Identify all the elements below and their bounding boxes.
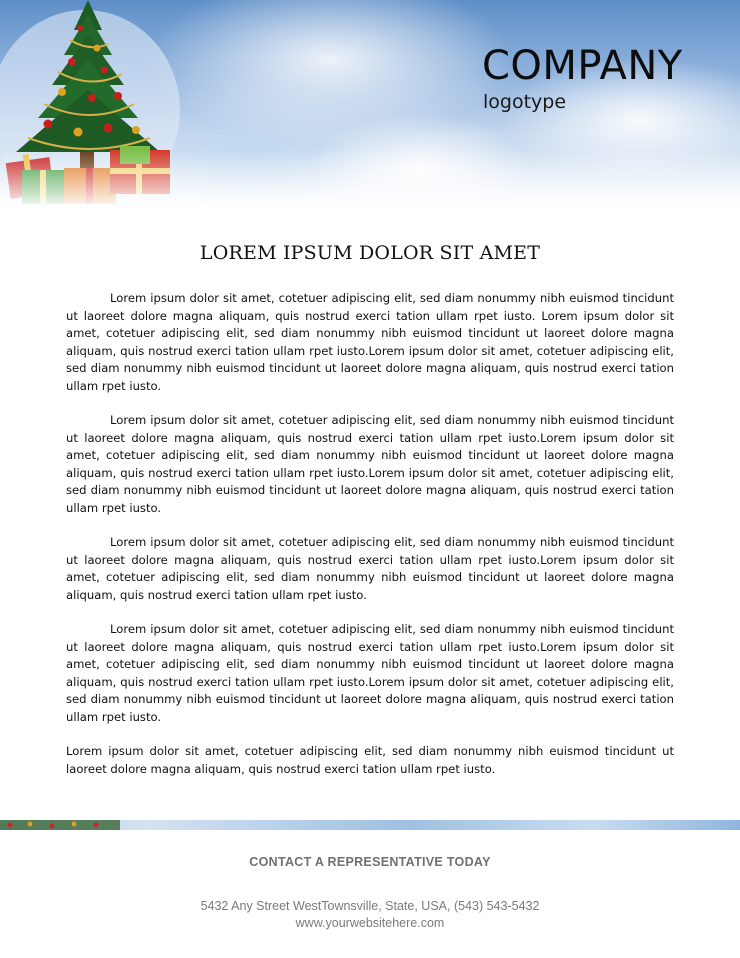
paragraph-5: Lorem ipsum dolor sit amet, cotetuer adipiscing elit, sed diam nonummy nibh euismod tincidunt ut laoreet dolore magna aliquam, quis nostrud exerci tation ullam rpet iusto. <box>66 744 674 776</box>
contact-heading: CONTACT A REPRESENTATIVE TODAY <box>249 855 491 869</box>
footer-website[interactable]: www.yourwebsitehere.com <box>295 916 445 930</box>
header-banner <box>0 0 740 210</box>
paragraph-3: Lorem ipsum dolor sit amet, cotetuer adipiscing elit, sed diam nonummy nibh euismod tincidunt ut laoreet dolore magna aliquam, quis nostrud exerci tation ullam rpet iusto.Lorem ipsum dolor sit amet, cotetuer adipiscing elit, sed diam nonummy nibh euismod tincidunt ut laoreet dolore magna aliquam, quis nostrud exerci tation ullam rpet iusto. <box>66 535 674 602</box>
footer-address-block <box>0 898 740 932</box>
paragraph-1: Lorem ipsum dolor sit amet, cotetuer adipiscing elit, sed diam nonummy nibh euismod tincidunt ut laoreet dolore magna aliquam, quis nostrud exerci tation ullam rpet iusto. Lorem ipsum dolor sit amet, cotetuer adipiscing elit, sed diam nonummy nibh euismod tincidunt ut laoreet dolore magna aliquam, quis nostrud exerci tation ullam rpet iusto.Lorem ipsum dolor sit amet, cotetuer adipiscing elit, sed diam nonummy nibh euismod tincidunt ut laoreet dolore magna aliquam, quis nostrud exerci tation ullam rpet iusto. <box>66 291 674 393</box>
document-body <box>66 290 674 795</box>
company-name: COMPANY <box>482 43 683 89</box>
footer-band <box>0 820 740 830</box>
paragraph-2: Lorem ipsum dolor sit amet, cotetuer adipiscing elit, sed diam nonummy nibh euismod tincidunt ut laoreet dolore magna aliquam, quis nostrud exerci tation ullam rpet iusto.Lorem ipsum dolor sit amet, cotetuer adipiscing elit, sed diam nonummy nibh euismod tincidunt ut laoreet dolore magna aliquam, quis nostrud exerci tation ullam rpet iusto.Lorem ipsum dolor sit amet, cotetuer adipiscing elit, sed diam nonummy nibh euismod tincidunt ut laoreet dolore magna aliquam, quis nostrud exerci tation ullam rpet iusto. <box>66 413 674 515</box>
company-logotype: logotype <box>483 91 567 113</box>
document-title: LOREM IPSUM DOLOR SIT AMET <box>199 242 541 264</box>
garland-decoration-icon <box>0 820 120 830</box>
company-logo <box>482 42 683 114</box>
paragraph-4: Lorem ipsum dolor sit amet, cotetuer adipiscing elit, sed diam nonummy nibh euismod tincidunt ut laoreet dolore magna aliquam, quis nostrud exerci tation ullam rpet iusto.Lorem ipsum dolor sit amet, cotetuer adipiscing elit, sed diam nonummy nibh euismod tincidunt ut laoreet dolore magna aliquam, quis nostrud exerci tation ullam rpet iusto.Lorem ipsum dolor sit amet, cotetuer adipiscing elit, sed diam nonummy nibh euismod tincidunt ut laoreet dolore magna aliquam, quis nostrud exerci tation ullam rpet iusto. <box>66 622 674 724</box>
footer-address: 5432 Any Street WestTownsville, State, USA, (543) 543-5432 <box>200 899 540 913</box>
header-fade <box>0 150 740 210</box>
